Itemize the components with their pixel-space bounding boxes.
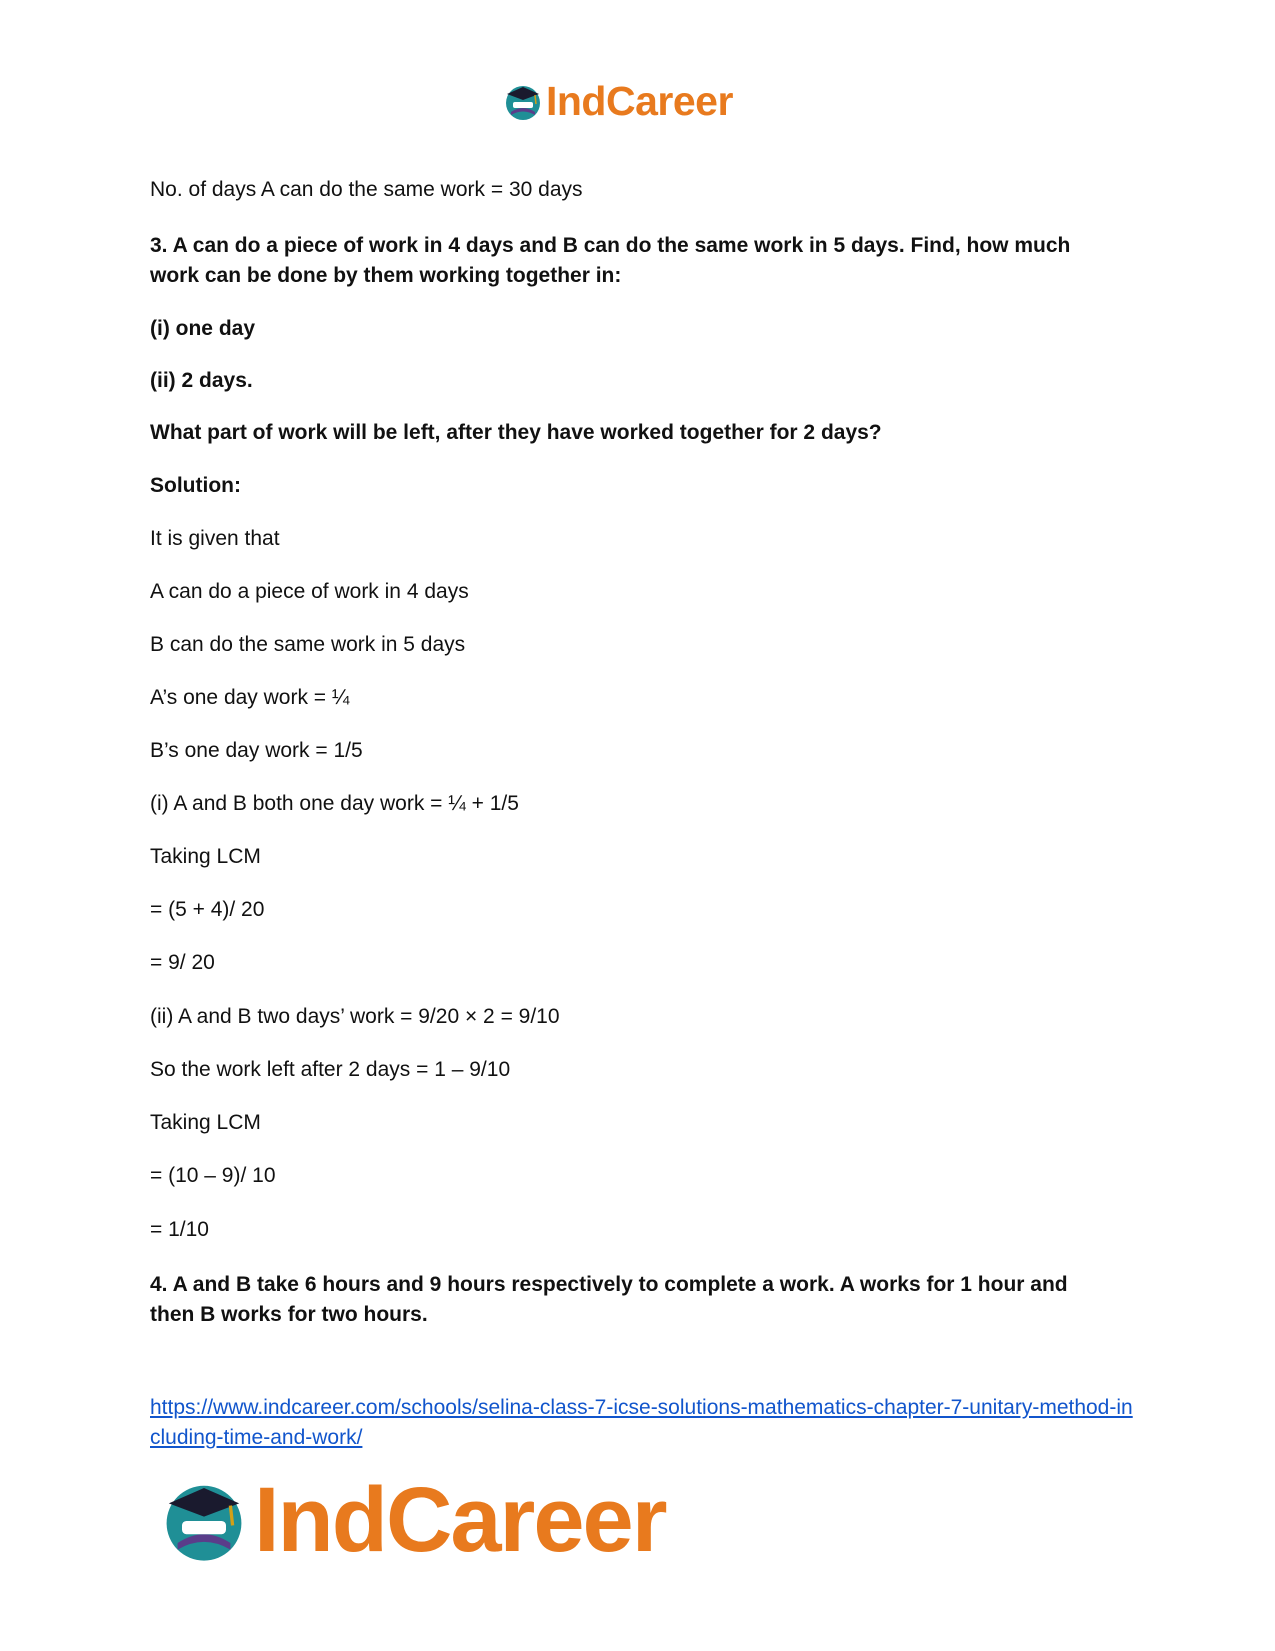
text-line: B’s one day work = 1/5: [150, 739, 363, 762]
question-part-ii: (ii) 2 days.: [150, 369, 253, 392]
logo-text: IndCareer: [254, 1469, 666, 1571]
text-line: = 9/ 20: [150, 951, 215, 974]
solution-heading: Solution:: [150, 474, 241, 497]
question-3: 3. A can do a piece of work in 4 days and B can do the same work in 5 days. Find, how much work can be done by them working together in:: [150, 234, 1071, 287]
text-line: No. of days A can do the same work = 30 days: [150, 178, 583, 201]
graduation-cap-icon: [503, 82, 543, 122]
text-line: (i) A and B both one day work = ¼ + 1/5: [150, 792, 519, 815]
question-part-left: What part of work will be left, after they have worked together for 2 days?: [150, 421, 882, 444]
text-line: B can do the same work in 5 days: [150, 633, 466, 656]
source-link[interactable]: https://www.indcareer.com/schools/selina-class-7-icse-solutions-mathematics-chapter-7-unitary-method-including-time-and-work/: [150, 1396, 1133, 1449]
graduation-cap-icon: [160, 1477, 248, 1565]
header-logo: [503, 78, 733, 125]
text-line: = (5 + 4)/ 20: [150, 898, 265, 921]
text-line: Taking LCM: [150, 1111, 261, 1134]
question-part-i: (i) one day: [150, 317, 256, 340]
text-line: A’s one day work = ¼: [150, 686, 350, 709]
footer-logo: [160, 1468, 666, 1573]
text-line: A can do a piece of work in 4 days: [150, 580, 469, 603]
logo-text: IndCareer: [546, 78, 733, 124]
text-line: It is given that: [150, 527, 280, 550]
question-4: 4. A and B take 6 hours and 9 hours respectively to complete a work. A works for 1 hour and then B works for two hours.: [150, 1273, 1068, 1326]
text-line: = 1/10: [150, 1218, 209, 1241]
text-line: (ii) A and B two days’ work = 9/20 × 2 = 9/10: [150, 1005, 560, 1028]
text-line: = (10 – 9)/ 10: [150, 1164, 276, 1187]
text-line: Taking LCM: [150, 845, 261, 868]
text-line: So the work left after 2 days = 1 – 9/10: [150, 1058, 511, 1081]
